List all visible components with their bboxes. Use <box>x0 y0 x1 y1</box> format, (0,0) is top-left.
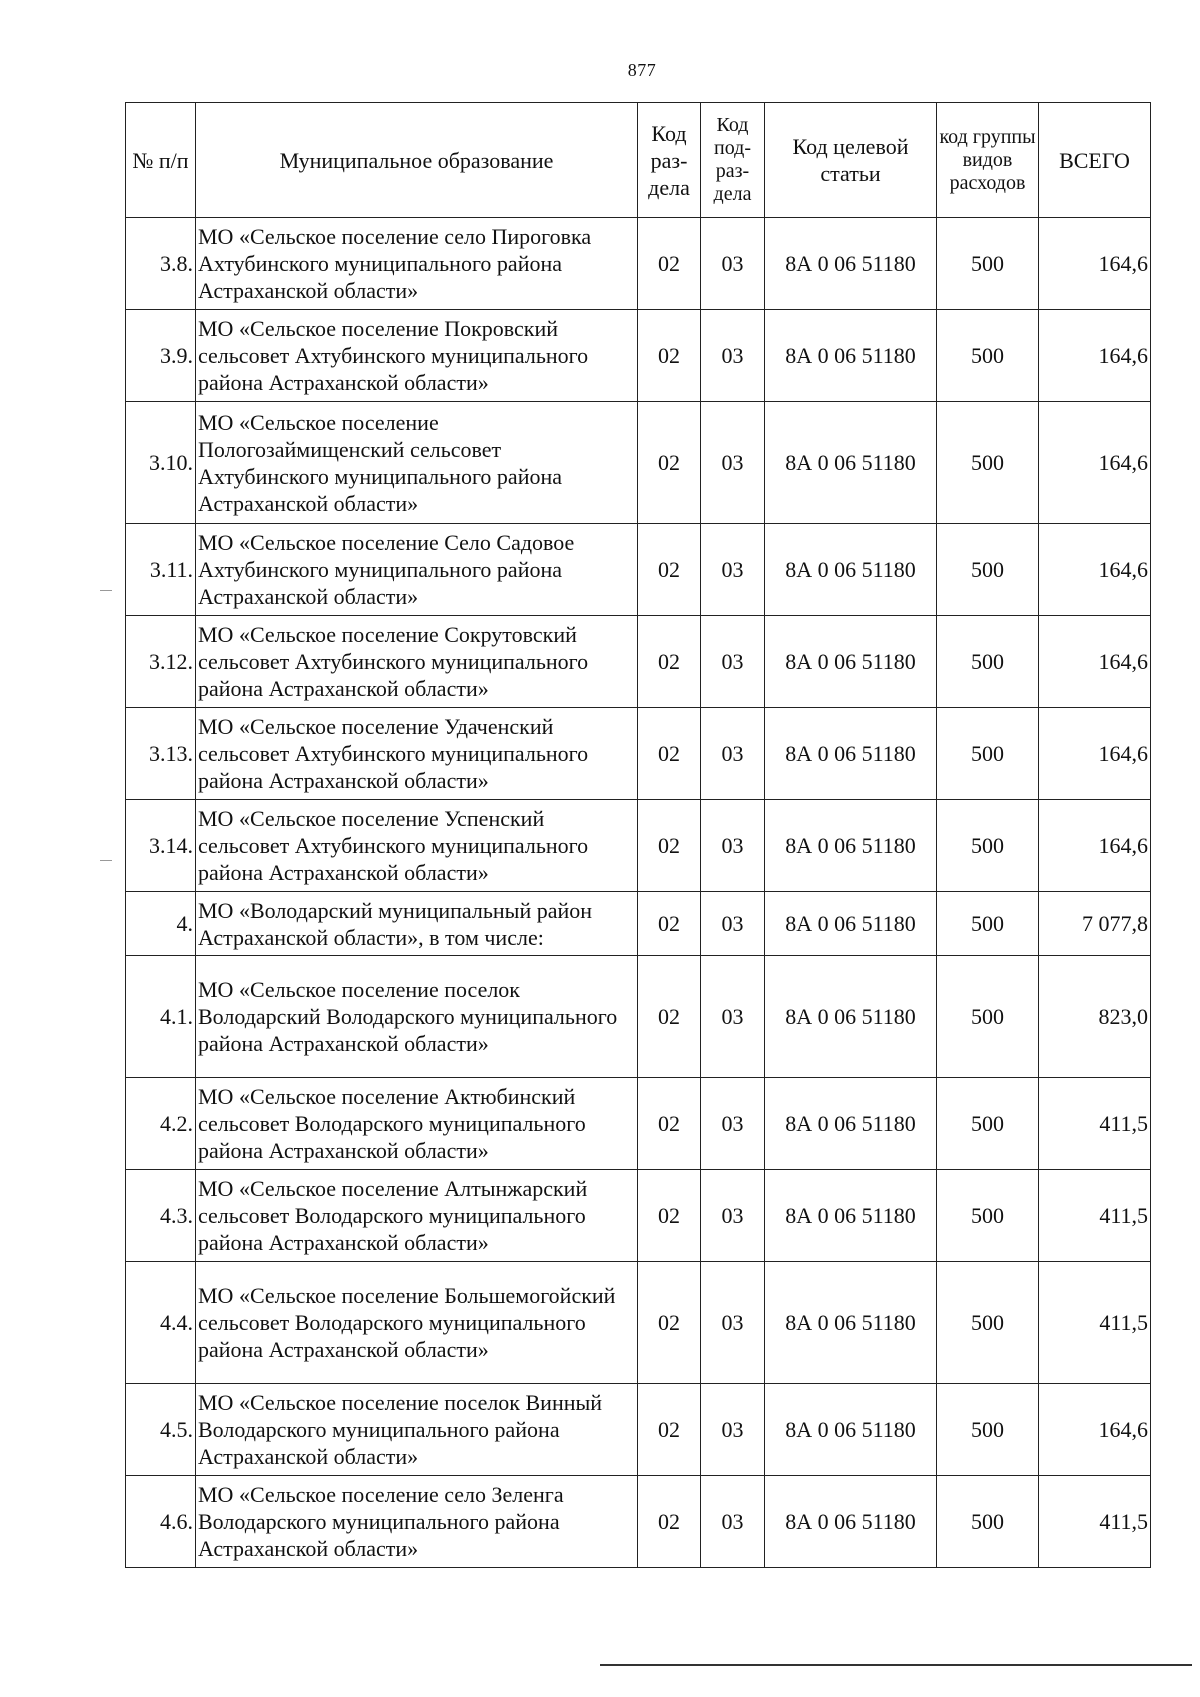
row-group: 500 <box>937 956 1039 1078</box>
row-total: 164,6 <box>1039 310 1151 402</box>
row-number: 3.8. <box>126 218 196 310</box>
row-number: 4.4. <box>126 1262 196 1384</box>
table-row <box>126 892 1151 956</box>
row-razdel: 02 <box>638 218 701 310</box>
row-podrazdel: 03 <box>701 1262 765 1384</box>
table-row <box>126 1384 1151 1476</box>
header-group: код группы видов расходов <box>937 103 1039 218</box>
row-total: 164,6 <box>1039 616 1151 708</box>
table-row <box>126 1262 1151 1384</box>
row-total: 411,5 <box>1039 1476 1151 1568</box>
row-number: 4.6. <box>126 1476 196 1568</box>
row-target: 8А 0 06 51180 <box>765 524 937 616</box>
row-razdel: 02 <box>638 1170 701 1262</box>
row-name: МО «Сельское поселение Алтынжарский сельсовет Володарского муниципального района Астраханской области» <box>196 1170 638 1262</box>
row-razdel: 02 <box>638 956 701 1078</box>
row-target: 8А 0 06 51180 <box>765 402 937 524</box>
header-podrazdel: Код под- раз- дела <box>701 103 765 218</box>
row-target: 8А 0 06 51180 <box>765 1262 937 1384</box>
row-podrazdel: 03 <box>701 1170 765 1262</box>
table-row <box>126 708 1151 800</box>
row-number: 4. <box>126 892 196 956</box>
header-total: ВСЕГО <box>1039 103 1151 218</box>
row-number: 3.13. <box>126 708 196 800</box>
row-razdel: 02 <box>638 708 701 800</box>
row-target: 8А 0 06 51180 <box>765 1384 937 1476</box>
table-row <box>126 1078 1151 1170</box>
row-name: МО «Сельское поселение Село Садовое Ахтубинского муниципального района Астраханской области» <box>196 524 638 616</box>
row-razdel: 02 <box>638 402 701 524</box>
table-row <box>126 402 1151 524</box>
scan-mark <box>100 860 112 861</box>
row-number: 3.11. <box>126 524 196 616</box>
row-name: МО «Сельское поселение Актюбинский сельсовет Володарского муниципального района Астраханской области» <box>196 1078 638 1170</box>
table-row <box>126 800 1151 892</box>
row-name: МО «Сельское поселение Пологозаймищенский сельсовет Ахтубинского муниципального района Астраханской области» <box>196 402 638 524</box>
row-number: 4.5. <box>126 1384 196 1476</box>
row-podrazdel: 03 <box>701 800 765 892</box>
row-group: 500 <box>937 218 1039 310</box>
row-razdel: 02 <box>638 800 701 892</box>
row-podrazdel: 03 <box>701 218 765 310</box>
row-group: 500 <box>937 892 1039 956</box>
table-row <box>126 218 1151 310</box>
row-razdel: 02 <box>638 892 701 956</box>
row-group: 500 <box>937 708 1039 800</box>
scan-mark <box>100 590 112 591</box>
row-name: МО «Сельское поселение Удаченский сельсовет Ахтубинского муниципального района Астраханской области» <box>196 708 638 800</box>
row-target: 8А 0 06 51180 <box>765 800 937 892</box>
row-name: МО «Сельское поселение село Зеленга Володарского муниципального района Астраханской области» <box>196 1476 638 1568</box>
row-razdel: 02 <box>638 1476 701 1568</box>
table-header-row <box>126 103 1151 218</box>
row-target: 8А 0 06 51180 <box>765 1170 937 1262</box>
row-name: МО «Сельское поселение село Пироговка Ахтубинского муниципального района Астраханской области» <box>196 218 638 310</box>
row-number: 3.12. <box>126 616 196 708</box>
row-group: 500 <box>937 1476 1039 1568</box>
row-total: 164,6 <box>1039 800 1151 892</box>
row-target: 8А 0 06 51180 <box>765 1078 937 1170</box>
row-total: 164,6 <box>1039 218 1151 310</box>
row-group: 500 <box>937 616 1039 708</box>
row-name: МО «Сельское поселение Покровский сельсовет Ахтубинского муниципального района Астраханской области» <box>196 310 638 402</box>
bottom-rule <box>600 1664 1192 1666</box>
row-name: МО «Сельское поселение Успенский сельсовет Ахтубинского муниципального района Астраханской области» <box>196 800 638 892</box>
row-podrazdel: 03 <box>701 310 765 402</box>
row-podrazdel: 03 <box>701 892 765 956</box>
row-group: 500 <box>937 402 1039 524</box>
row-total: 164,6 <box>1039 402 1151 524</box>
row-group: 500 <box>937 1078 1039 1170</box>
header-num: № п/п <box>126 103 196 218</box>
row-podrazdel: 03 <box>701 956 765 1078</box>
row-total: 164,6 <box>1039 1384 1151 1476</box>
row-group: 500 <box>937 524 1039 616</box>
row-podrazdel: 03 <box>701 402 765 524</box>
row-target: 8А 0 06 51180 <box>765 616 937 708</box>
row-number: 3.14. <box>126 800 196 892</box>
row-total: 164,6 <box>1039 524 1151 616</box>
row-number: 4.3. <box>126 1170 196 1262</box>
row-podrazdel: 03 <box>701 1384 765 1476</box>
row-target: 8А 0 06 51180 <box>765 956 937 1078</box>
row-podrazdel: 03 <box>701 1078 765 1170</box>
row-razdel: 02 <box>638 616 701 708</box>
row-name: МО «Сельское поселение Сокрутовский сельсовет Ахтубинского муниципального района Астраханской области» <box>196 616 638 708</box>
row-target: 8А 0 06 51180 <box>765 310 937 402</box>
row-total: 411,5 <box>1039 1262 1151 1384</box>
header-name: Муниципальное образование <box>196 103 638 218</box>
row-name: МО «Володарский муниципальный район Астраханской области», в том числе: <box>196 892 638 956</box>
row-total: 411,5 <box>1039 1078 1151 1170</box>
row-podrazdel: 03 <box>701 1476 765 1568</box>
row-number: 4.2. <box>126 1078 196 1170</box>
row-target: 8А 0 06 51180 <box>765 218 937 310</box>
table-row <box>126 616 1151 708</box>
row-group: 500 <box>937 1262 1039 1384</box>
row-group: 500 <box>937 310 1039 402</box>
row-number: 3.10. <box>126 402 196 524</box>
row-total: 411,5 <box>1039 1170 1151 1262</box>
row-number: 3.9. <box>126 310 196 402</box>
row-number: 4.1. <box>126 956 196 1078</box>
row-razdel: 02 <box>638 310 701 402</box>
header-target: Код целевой статьи <box>765 103 937 218</box>
row-group: 500 <box>937 800 1039 892</box>
row-total: 823,0 <box>1039 956 1151 1078</box>
budget-table <box>125 102 1151 1568</box>
row-name: МО «Сельское поселение поселок Винный Володарского муниципального района Астраханской области» <box>196 1384 638 1476</box>
row-razdel: 02 <box>638 1384 701 1476</box>
row-podrazdel: 03 <box>701 708 765 800</box>
row-name: МО «Сельское поселение поселок Володарский Володарского муниципального района Астраханской области» <box>196 956 638 1078</box>
row-podrazdel: 03 <box>701 616 765 708</box>
row-target: 8А 0 06 51180 <box>765 1476 937 1568</box>
row-total: 7 077,8 <box>1039 892 1151 956</box>
table-row <box>126 956 1151 1078</box>
table-row <box>126 1476 1151 1568</box>
header-razdel: Код раз- дела <box>638 103 701 218</box>
row-target: 8А 0 06 51180 <box>765 708 937 800</box>
row-total: 164,6 <box>1039 708 1151 800</box>
table-row <box>126 1170 1151 1262</box>
row-podrazdel: 03 <box>701 524 765 616</box>
row-razdel: 02 <box>638 1078 701 1170</box>
row-group: 500 <box>937 1384 1039 1476</box>
table-body <box>126 218 1151 1568</box>
row-razdel: 02 <box>638 524 701 616</box>
table-row <box>126 524 1151 616</box>
row-target: 8А 0 06 51180 <box>765 892 937 956</box>
row-razdel: 02 <box>638 1262 701 1384</box>
page-number: 877 <box>627 60 657 80</box>
table-row <box>126 310 1151 402</box>
row-group: 500 <box>937 1170 1039 1262</box>
row-name: МО «Сельское поселение Большемогойский сельсовет Володарского муниципального района Астраханской области» <box>196 1262 638 1384</box>
